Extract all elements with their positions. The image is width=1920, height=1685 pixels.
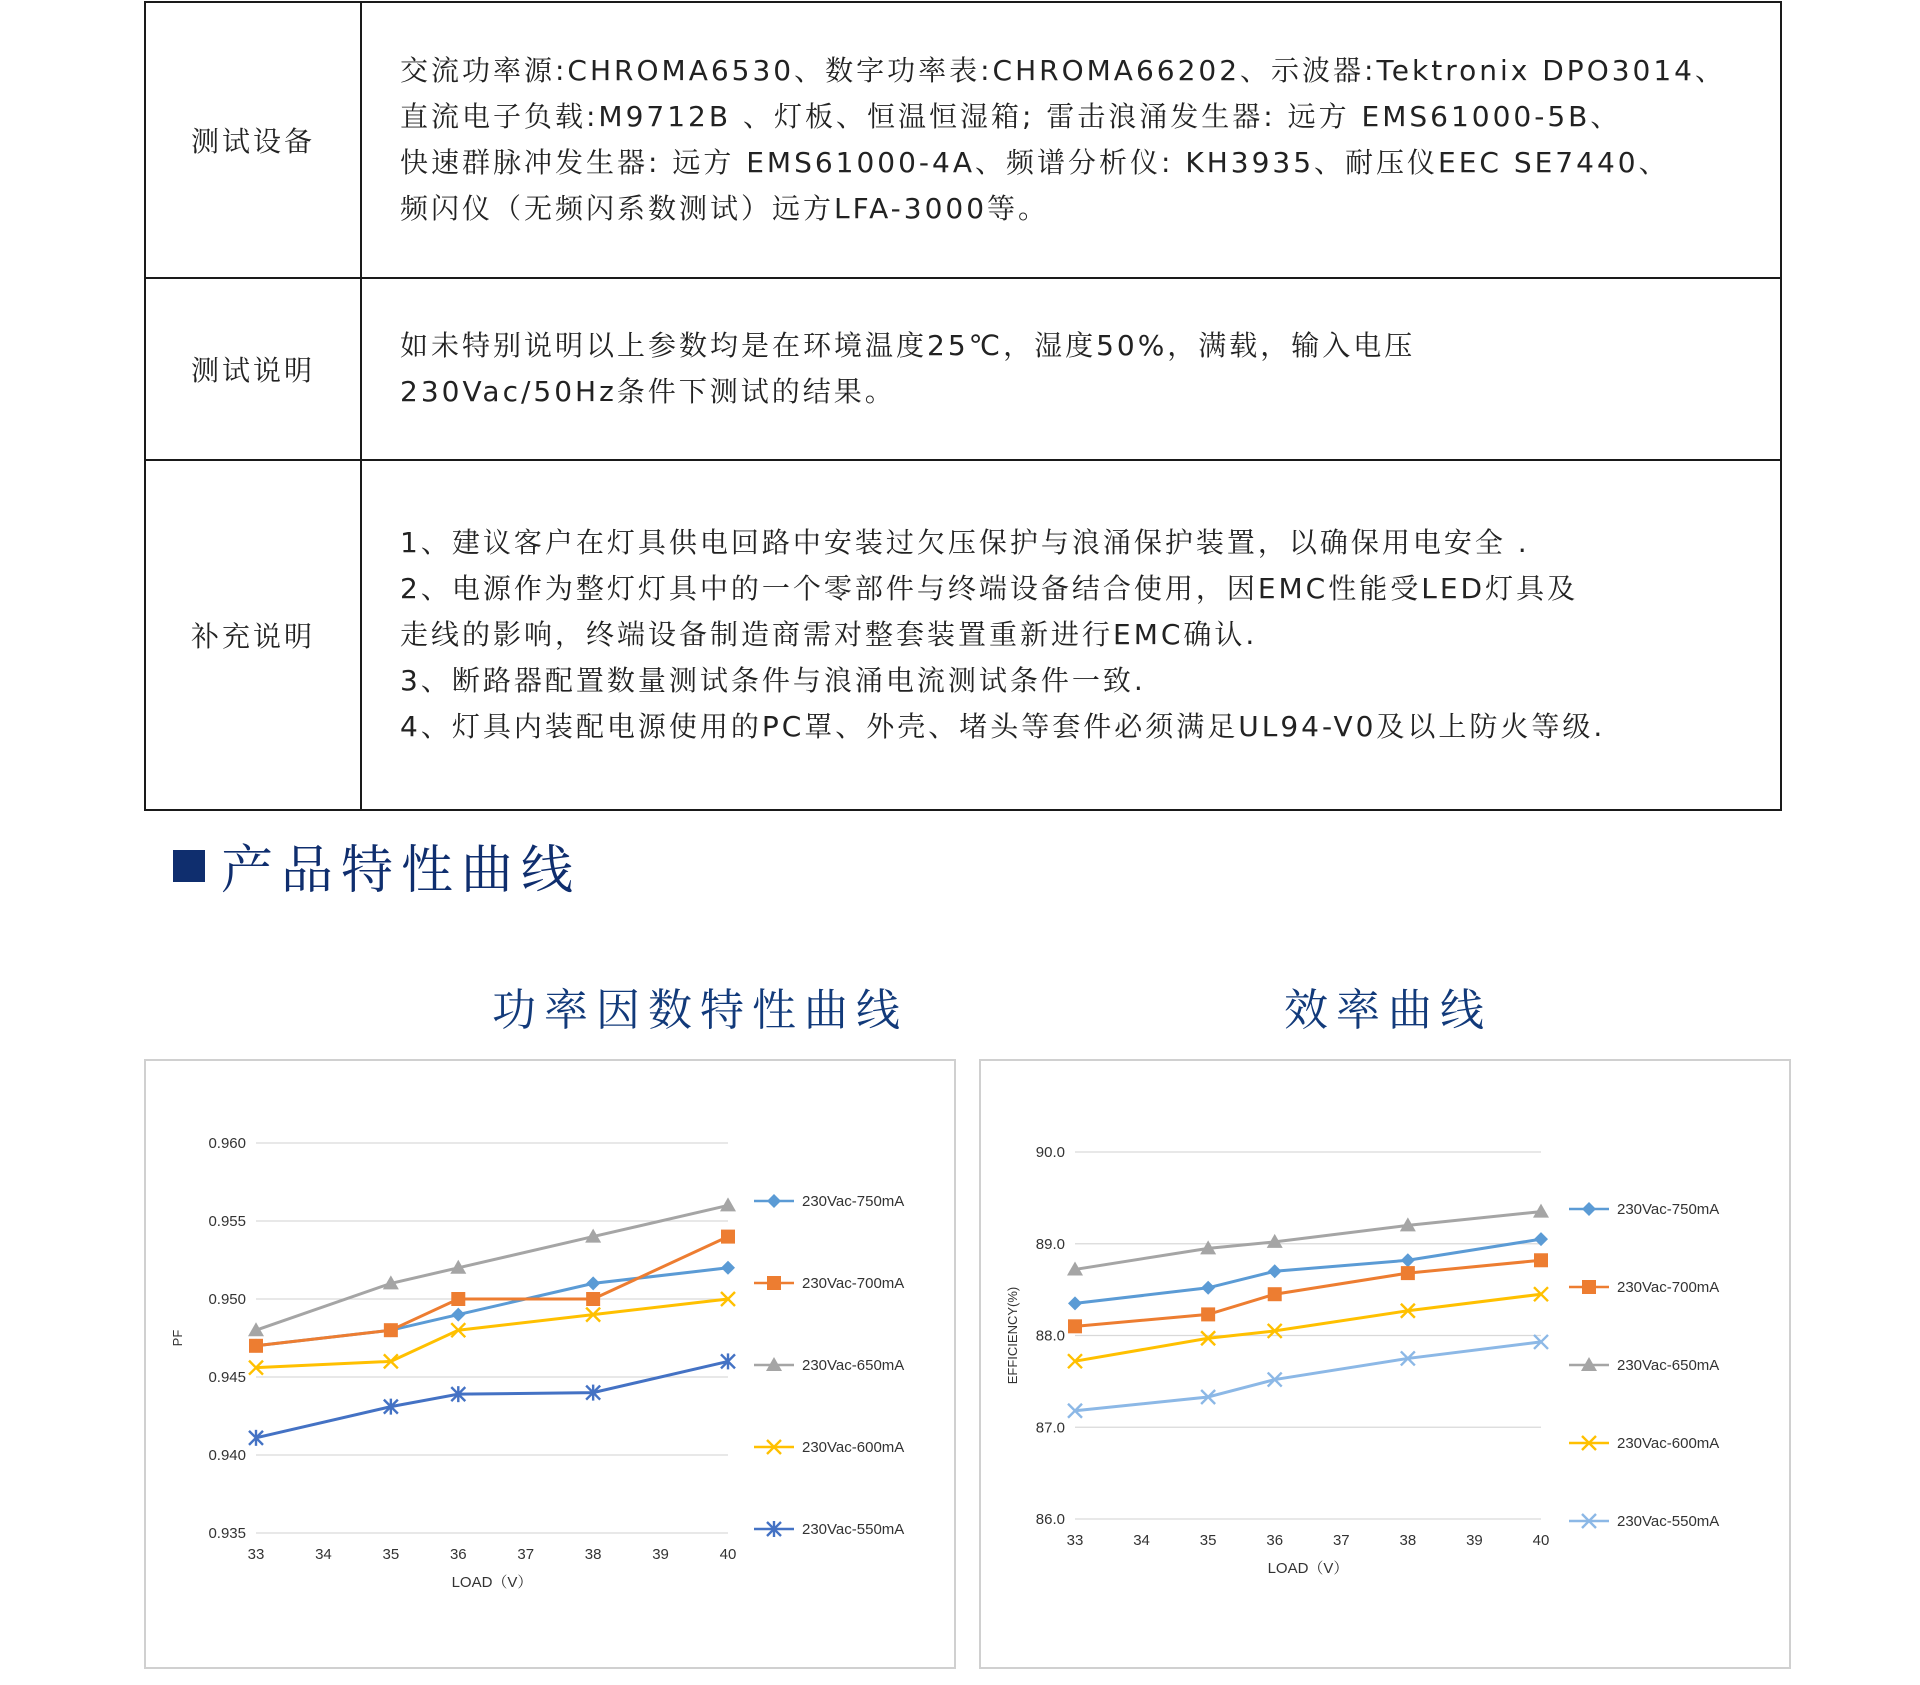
y-axis-label: EFFICIENCY(%)	[1005, 1286, 1020, 1385]
table-row	[145, 2, 1781, 278]
x-tick-label: 36	[449, 1546, 467, 1563]
legend-label: 230Vac-650mA	[1617, 1357, 1720, 1374]
y-tick-label: 0.945	[208, 1369, 246, 1386]
square-marker-icon	[1201, 1307, 1215, 1321]
y-tick-label: 0.955	[208, 1213, 246, 1230]
legend-item	[754, 1193, 904, 1210]
square-marker-icon	[721, 1230, 735, 1244]
test-info-table	[144, 1, 1782, 811]
x-tick-label: 34	[315, 1546, 332, 1563]
square-marker-icon	[249, 1339, 263, 1353]
legend-item	[1569, 1435, 1719, 1452]
efficiency-chart-svg	[981, 1061, 1789, 1667]
content-line: 230Vac/50Hz条件下测试的结果。	[400, 375, 896, 408]
efficiency-chart	[979, 1059, 1791, 1669]
diamond-marker-icon	[1582, 1202, 1596, 1216]
square-marker-icon	[586, 1292, 600, 1306]
diamond-marker-icon	[1401, 1253, 1415, 1267]
y-tick-label: 89.0	[1035, 1235, 1065, 1253]
legend-item	[1569, 1357, 1719, 1374]
diamond-marker-icon	[586, 1276, 600, 1290]
legend-label: 230Vac-550mA	[802, 1521, 905, 1538]
series-line	[1075, 1342, 1541, 1411]
series-230Vac-650mA	[1067, 1204, 1549, 1276]
legend-item	[754, 1521, 904, 1538]
legend-item	[754, 1439, 904, 1456]
content-line: 快速群脉冲发生器: 远方 EMS61000-4A、频谱分析仪: KH3935、耐压仪EEC SE7440、	[400, 146, 1670, 179]
x-tick-label: 39	[652, 1546, 669, 1563]
triangle-marker-icon	[1533, 1204, 1549, 1218]
y-tick-label: 0.935	[208, 1525, 246, 1542]
x-tick-label: 33	[1066, 1532, 1084, 1549]
legend-item	[754, 1357, 904, 1374]
pf-chart-title: 功率因数特性曲线	[492, 985, 908, 1036]
row-label: 测试说明	[145, 278, 361, 460]
y-tick-label: 0.960	[208, 1135, 246, 1152]
x-tick-label: 38	[584, 1546, 602, 1563]
x-axis-label: LOAD（V）	[451, 1574, 533, 1591]
content-line: 3、断路器配置数量测试条件与浪涌电流测试条件一致.	[400, 664, 1146, 697]
diamond-marker-icon	[1068, 1296, 1082, 1310]
square-marker-icon	[1268, 1287, 1282, 1301]
diamond-marker-icon	[451, 1308, 465, 1322]
square-marker-icon	[1534, 1253, 1548, 1267]
series-line	[256, 1237, 728, 1346]
y-tick-label: 0.950	[208, 1291, 246, 1308]
diamond-marker-icon	[1268, 1264, 1282, 1278]
y-tick-label: 88.0	[1035, 1327, 1065, 1345]
series-line	[256, 1299, 728, 1368]
square-marker-icon	[384, 1323, 398, 1337]
x-tick-label: 40	[719, 1546, 737, 1563]
y-tick-label: 0.940	[208, 1447, 246, 1464]
x-tick-label: 35	[1199, 1532, 1217, 1549]
series-line	[1075, 1239, 1541, 1303]
x-tick-label: 36	[1266, 1532, 1284, 1549]
y-axis-label: PF	[170, 1329, 185, 1347]
table-row	[145, 278, 1781, 460]
x-tick-label: 40	[1532, 1532, 1550, 1549]
square-marker-icon	[451, 1292, 465, 1306]
pf-chart-svg	[146, 1061, 954, 1667]
series-line	[256, 1361, 728, 1437]
content-line: 交流功率源:CHROMA6530、数字功率表:CHROMA66202、示波器:Tektronix DPO3014、	[400, 54, 1726, 87]
legend-label: 230Vac-700mA	[802, 1275, 905, 1292]
square-marker-icon	[767, 1276, 781, 1290]
section-title: 产品特性曲线	[221, 841, 582, 901]
series-230Vac-700mA	[1068, 1253, 1548, 1333]
legend-item	[1569, 1201, 1719, 1218]
content-line: 2、电源作为整灯灯具中的一个零部件与终端设备结合使用，因EMC性能受LED灯具及	[400, 572, 1579, 605]
series-line	[1075, 1260, 1541, 1326]
content-line: 走线的影响，终端设备制造商需对整套装置重新进行EMC确认.	[400, 618, 1258, 651]
series-230Vac-550mA	[249, 1353, 735, 1445]
x-tick-label: 35	[382, 1546, 400, 1563]
diamond-marker-icon	[767, 1194, 781, 1208]
x-tick-label: 34	[1133, 1532, 1150, 1549]
legend-label: 230Vac-700mA	[1617, 1279, 1720, 1296]
y-tick-label: 86.0	[1035, 1511, 1065, 1528]
row-label: 补充说明	[145, 460, 361, 810]
legend-label: 230Vac-750mA	[802, 1193, 905, 1210]
diamond-marker-icon	[1201, 1281, 1215, 1295]
section-heading	[173, 828, 581, 903]
content-line: 直流电子负载:M9712B 、灯板、恒温恒湿箱; 雷击浪涌发生器: 远方 EMS61000-5B、	[400, 100, 1622, 133]
triangle-marker-icon	[720, 1197, 736, 1211]
row-content	[361, 2, 1781, 278]
heading-square-icon	[173, 850, 205, 882]
square-marker-icon	[1582, 1280, 1596, 1294]
x-tick-label: 37	[1332, 1532, 1350, 1549]
row-label: 测试设备	[145, 2, 361, 278]
pf-chart	[144, 1059, 956, 1669]
legend-item	[754, 1275, 904, 1292]
content-line: 4、灯具内装配电源使用的PC罩、外壳、堵头等套件必须满足UL94-V0及以上防火等级.	[400, 710, 1606, 743]
content-line: 如未特别说明以上参数均是在环境温度25℃，湿度50%，满载，输入电压	[400, 329, 1416, 362]
table-row	[145, 460, 1781, 810]
square-marker-icon	[1401, 1266, 1415, 1280]
series-230Vac-700mA	[249, 1230, 735, 1353]
legend-label: 230Vac-650mA	[802, 1357, 905, 1374]
x-tick-label: 33	[247, 1546, 265, 1563]
legend-item	[1569, 1279, 1719, 1296]
y-tick-label: 90.0	[1035, 1144, 1065, 1161]
x-tick-label: 39	[1466, 1532, 1483, 1549]
legend-label: 230Vac-750mA	[1617, 1201, 1720, 1218]
series-line	[1075, 1212, 1541, 1270]
x-axis-label: LOAD（V）	[1267, 1560, 1349, 1577]
content-line: 频闪仪（无频闪系数测试）远方LFA-3000等。	[400, 192, 1050, 225]
legend-label: 230Vac-600mA	[802, 1439, 905, 1456]
content-line: 1、建议客户在灯具供电回路中安装过欠压保护与浪涌保护装置，以确保用电安全 .	[400, 526, 1530, 559]
diamond-marker-icon	[721, 1261, 735, 1275]
series-230Vac-600mA	[249, 1292, 735, 1375]
series-230Vac-600mA	[1068, 1287, 1548, 1368]
square-marker-icon	[1068, 1319, 1082, 1333]
y-tick-label: 87.0	[1035, 1419, 1065, 1437]
x-tick-label: 37	[517, 1546, 535, 1563]
efficiency-chart-title: 效率曲线	[1284, 985, 1492, 1036]
legend-label: 230Vac-600mA	[1617, 1435, 1720, 1452]
row-content	[361, 278, 1781, 460]
row-content	[361, 460, 1781, 810]
legend-label: 230Vac-550mA	[1617, 1513, 1720, 1530]
legend-item	[1569, 1513, 1719, 1530]
series-230Vac-550mA	[1068, 1335, 1548, 1418]
x-tick-label: 38	[1399, 1532, 1417, 1549]
